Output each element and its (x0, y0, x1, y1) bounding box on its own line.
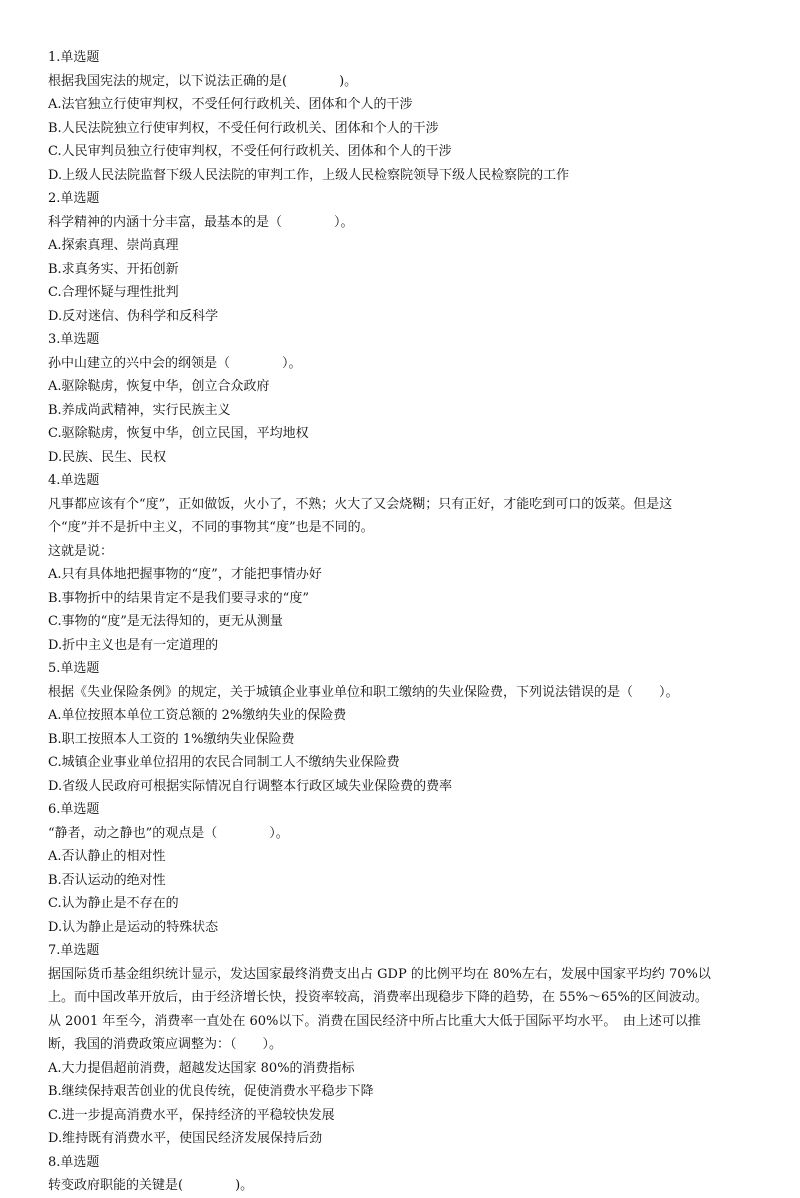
question-stem: 科学精神的内涵十分丰富，最基本的是（ ）。 (48, 214, 354, 230)
question-2 (48, 187, 760, 328)
question-stem: 孙中山建立的兴中会的纲领是（ ）。 (48, 355, 302, 371)
question-header: 4.单选题 (48, 473, 100, 488)
option-a[interactable]: A.探索真理、崇尚真理 (48, 238, 179, 253)
option-d[interactable]: D.民族、民生、民权 (48, 449, 167, 465)
option-a[interactable]: A.否认静止的相对性 (48, 849, 166, 864)
option-a[interactable]: A.驱除鞑虏，恢复中华，创立合众政府 (48, 379, 270, 394)
option-c[interactable]: C.合理怀疑与理性批判 (48, 285, 179, 300)
question-6 (48, 798, 760, 939)
question-7 (48, 939, 760, 1151)
option-a[interactable]: A.法官独立行使审判权，不受任何行政机关、团体和个人的干涉 (48, 97, 413, 112)
option-b[interactable]: B.否认运动的绝对性 (48, 872, 166, 888)
question-stem-line: 断，我国的消费政策应调整为：（ ）。 (48, 1037, 283, 1052)
question-stem-line: 上。而中国改革开放后，由于经济增长快，投资率较高，消费率出现稳步下降的趋势，在 55%～65%的区间波动。 (48, 990, 708, 1005)
question-stem: 转变政府职能的关键是( )。 (48, 1178, 254, 1193)
question-stem-line: 从 2001 年至今，消费率一直处在 60%以下。消费在国民经济中所占比重大大低于国际平均水平。 由上述可以推 (48, 1013, 701, 1029)
question-8 (48, 1151, 760, 1198)
option-b[interactable]: B.求真务实、开拓创新 (48, 261, 179, 277)
question-1 (48, 46, 760, 187)
question-stem: 根据《失业保险条例》的规定，关于城镇企业事业单位和职工缴纳的失业保险费，下列说法错误的是（ ）。 (48, 684, 679, 700)
question-stem: 根据我国宪法的规定，以下说法正确的是( )。 (48, 73, 358, 89)
option-a[interactable]: A.单位按照本单位工资总额的 2%缴纳失业的保险费 (48, 708, 347, 723)
option-c[interactable]: C.城镇企业事业单位招用的农民合同制工人不缴纳失业保险费 (48, 755, 400, 770)
option-b[interactable]: B.职工按照本人工资的 1%缴纳失业保险费 (48, 731, 295, 747)
question-header: 1.单选题 (48, 50, 100, 65)
question-header: 8.单选题 (48, 1154, 100, 1170)
question-header: 6.单选题 (48, 802, 100, 817)
question-stem-line: 这就是说： (48, 543, 114, 559)
option-d[interactable]: D.反对迷信、伪科学和反科学 (48, 308, 219, 324)
option-b[interactable]: B.继续保持艰苦创业的优良传统，促使消费水平稳步下降 (48, 1084, 374, 1099)
option-b[interactable]: B.人民法院独立行使审判权，不受任何行政机关、团体和个人的干涉 (48, 120, 439, 136)
question-stem-line: 凡事都应该有个“度”，正如做饭，火小了，不熟；火大了又会烧糊；只有正好，才能吃到可口的饭菜。但是这 (48, 496, 673, 512)
option-d[interactable]: D.上级人民法院监督下级人民法院的审判工作，上级人民检察院领导下级人民检察院的工作 (48, 167, 570, 183)
option-c[interactable]: C.认为静止是不存在的 (48, 896, 179, 911)
question-header: 3.单选题 (48, 332, 100, 347)
question-4 (48, 469, 760, 657)
option-d[interactable]: D.认为静止是运动的特殊状态 (48, 919, 219, 935)
option-d[interactable]: D.省级人民政府可根据实际情况自行调整本行政区域失业保险费的费率 (48, 778, 453, 794)
question-3 (48, 328, 760, 469)
question-stem-line: 个“度”并不是折中主义，不同的事物其“度”也是不同的。 (48, 520, 374, 535)
question-header: 2.单选题 (48, 191, 100, 206)
option-c[interactable]: C.进一步提高消费水平，保持经济的平稳较快发展 (48, 1107, 335, 1123)
option-d[interactable]: D.折中主义也是有一定道理的 (48, 637, 219, 653)
option-d[interactable]: D.维持既有消费水平，使国民经济发展保持后劲 (48, 1131, 323, 1146)
question-5 (48, 657, 760, 798)
question-stem: “静者，动之静也”的观点是（ ）。 (48, 825, 289, 841)
document-page (48, 46, 760, 1198)
option-b[interactable]: B.养成尚武精神，实行民族主义 (48, 402, 231, 418)
option-a[interactable]: A.只有具体地把握事物的“度”，才能把事情办好 (48, 567, 322, 582)
option-c[interactable]: C.驱除鞑虏，恢复中华，创立民国，平均地权 (48, 426, 309, 441)
option-b[interactable]: B.事物折中的结果肯定不是我们要寻求的“度” (48, 590, 309, 606)
question-stem-line: 据国际货币基金组织统计显示，发达国家最终消费支出占 GDP 的比例平均在 80%左右，发展中国家平均约 70%以 (48, 966, 711, 982)
question-header: 7.单选题 (48, 943, 100, 958)
question-header: 5.单选题 (48, 661, 100, 676)
option-a[interactable]: A.大力提倡超前消费，超越发达国家 80%的消费指标 (48, 1060, 355, 1076)
option-c[interactable]: C.事物的“度”是无法得知的，更无从测量 (48, 614, 283, 629)
option-c[interactable]: C.人民审判员独立行使审判权，不受任何行政机关、团体和个人的干涉 (48, 144, 452, 159)
